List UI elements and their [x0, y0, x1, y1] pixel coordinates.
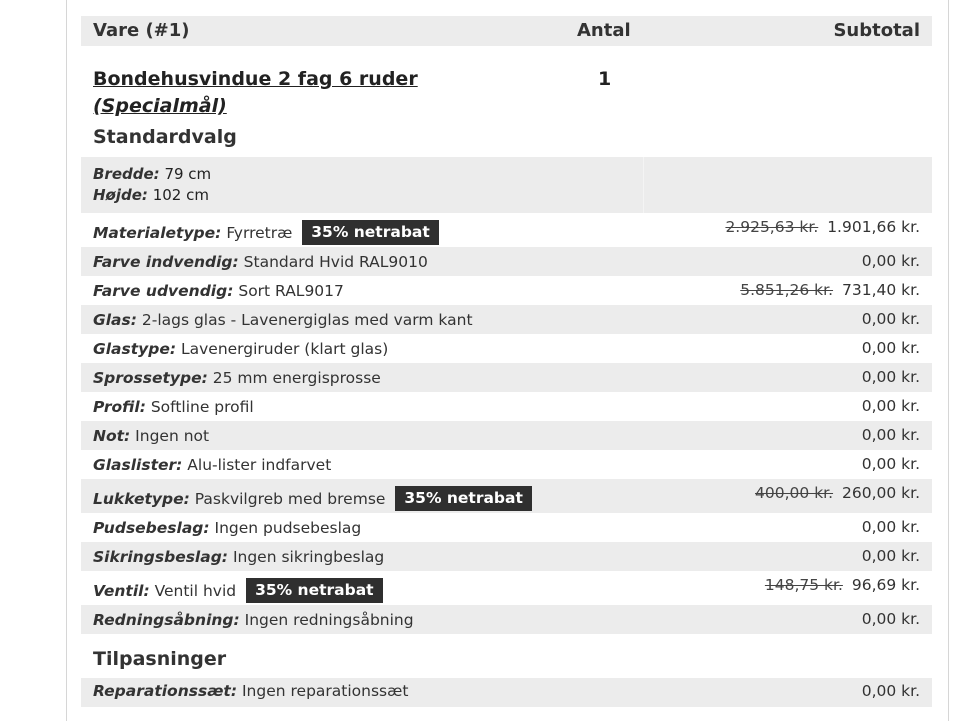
option-row — [81, 450, 932, 479]
product-spec[interactable]: (Specialmål) — [93, 95, 227, 117]
option-row — [81, 513, 932, 542]
option-text — [93, 311, 473, 329]
column-divider — [643, 157, 644, 213]
option-text — [93, 282, 344, 300]
option-value: Standard Hvid RAL9010 — [243, 253, 428, 271]
section-title-standard: Standardvalg — [93, 126, 237, 148]
new-price: 731,40 kr. — [841, 281, 920, 299]
dimension-width — [93, 164, 211, 185]
option-text — [93, 369, 381, 387]
new-price: 1.901,66 kr. — [827, 218, 920, 236]
discount-badge: 35% netrabat — [302, 220, 439, 245]
option-text — [93, 519, 361, 537]
old-price: 148,75 kr. — [764, 576, 843, 594]
option-row — [81, 213, 932, 247]
option-list — [81, 213, 932, 634]
option-row — [81, 276, 932, 305]
option-value: Ingen pudsebeslag — [214, 519, 362, 537]
dimension-height-value: 102 cm — [152, 186, 209, 204]
option-row — [81, 421, 932, 450]
option-price — [765, 576, 920, 594]
option-row — [81, 605, 932, 634]
option-label: Reparationssæt: — [93, 682, 238, 700]
new-price: 96,69 kr. — [851, 576, 920, 594]
option-label: Pudsebeslag: — [93, 519, 210, 537]
dimension-width-label: Bredde: — [93, 165, 160, 183]
option-price: 0,00 kr. — [861, 397, 920, 415]
option-value: 2-lags glas - Lavenergiglas med varm kant — [141, 311, 473, 329]
dimensions-block — [81, 157, 932, 213]
option-label: Glastype: — [93, 340, 177, 358]
option-row — [81, 247, 932, 276]
option-row — [81, 392, 932, 421]
option-value: Ventil hvid — [154, 582, 237, 600]
customization-row — [81, 678, 932, 707]
old-price: 400,00 kr. — [755, 484, 834, 502]
old-price: 2.925,63 kr. — [725, 218, 819, 236]
option-price: 0,00 kr. — [861, 368, 920, 386]
option-price: 0,00 kr. — [861, 518, 920, 536]
option-text — [93, 253, 428, 271]
option-price — [740, 281, 920, 299]
option-value: Ingen redningsåbning — [244, 611, 414, 629]
option-row — [81, 334, 932, 363]
order-table — [81, 16, 932, 700]
option-price: 0,00 kr. — [861, 310, 920, 328]
option-value: Ingen not — [135, 427, 210, 445]
option-text — [93, 682, 408, 700]
old-price: 5.851,26 kr. — [740, 281, 834, 299]
option-text — [93, 456, 331, 474]
option-value: Lavenergiruder (klart glas) — [180, 340, 389, 358]
option-label: Not: — [93, 427, 131, 445]
option-text — [93, 548, 384, 566]
option-label: Ventil: — [93, 582, 150, 600]
option-label: Lukketype: — [93, 490, 190, 508]
option-value: 25 mm energisprosse — [212, 369, 381, 387]
option-price: 0,00 kr. — [861, 682, 920, 700]
option-text — [93, 398, 254, 416]
discount-badge: 35% netrabat — [395, 486, 532, 511]
column-header-item: Vare (#1) — [93, 20, 190, 41]
option-value: Alu-lister indfarvet — [187, 456, 332, 474]
option-label: Farve indvendig: — [93, 253, 239, 271]
dimension-width-value: 79 cm — [164, 165, 212, 183]
option-label: Profil: — [93, 398, 146, 416]
option-label: Redningsåbning: — [93, 611, 240, 629]
option-text — [93, 221, 439, 246]
option-value: Paskvilgreb med bremse — [194, 490, 386, 508]
option-text — [93, 579, 383, 604]
page-frame-left — [66, 0, 67, 721]
discount-badge: 35% netrabat — [246, 578, 383, 603]
option-price: 0,00 kr. — [861, 252, 920, 270]
option-text — [93, 611, 414, 629]
option-price: 0,00 kr. — [861, 547, 920, 565]
option-price — [725, 218, 920, 236]
table-header — [81, 16, 932, 46]
option-price: 0,00 kr. — [861, 339, 920, 357]
option-price: 0,00 kr. — [861, 610, 920, 628]
product-qty: 1 — [598, 68, 612, 90]
new-price: 260,00 kr. — [841, 484, 920, 502]
option-value: Softline profil — [150, 398, 254, 416]
option-text — [93, 487, 532, 512]
option-label: Sikringsbeslag: — [93, 548, 228, 566]
column-header-subtotal: Subtotal — [833, 20, 920, 41]
option-value: Ingen reparationssæt — [241, 682, 409, 700]
page-frame-right — [948, 0, 949, 721]
option-row — [81, 479, 932, 513]
option-label: Glaslister: — [93, 456, 183, 474]
option-label: Sprossetype: — [93, 369, 208, 387]
option-row — [81, 571, 932, 605]
option-value: Sort RAL9017 — [238, 282, 344, 300]
dimension-height-label: Højde: — [93, 186, 148, 204]
option-label: Materialetype: — [93, 224, 222, 242]
option-label: Glas: — [93, 311, 137, 329]
dimension-height — [93, 185, 209, 206]
option-value: Ingen sikringbeslag — [232, 548, 385, 566]
option-row — [81, 363, 932, 392]
option-row — [81, 542, 932, 571]
option-text — [93, 340, 388, 358]
option-row — [81, 305, 932, 334]
option-label: Farve udvendig: — [93, 282, 234, 300]
option-value: Fyrretræ — [226, 224, 293, 242]
section-title-custom: Tilpasninger — [93, 648, 227, 670]
product-name[interactable]: Bondehusvindue 2 fag 6 ruder — [93, 68, 418, 90]
option-text — [93, 427, 209, 445]
option-price: 0,00 kr. — [861, 426, 920, 444]
product-name-link[interactable] — [93, 66, 453, 120]
option-price — [755, 484, 920, 502]
option-price: 0,00 kr. — [861, 455, 920, 473]
column-header-qty: Antal — [577, 20, 631, 41]
